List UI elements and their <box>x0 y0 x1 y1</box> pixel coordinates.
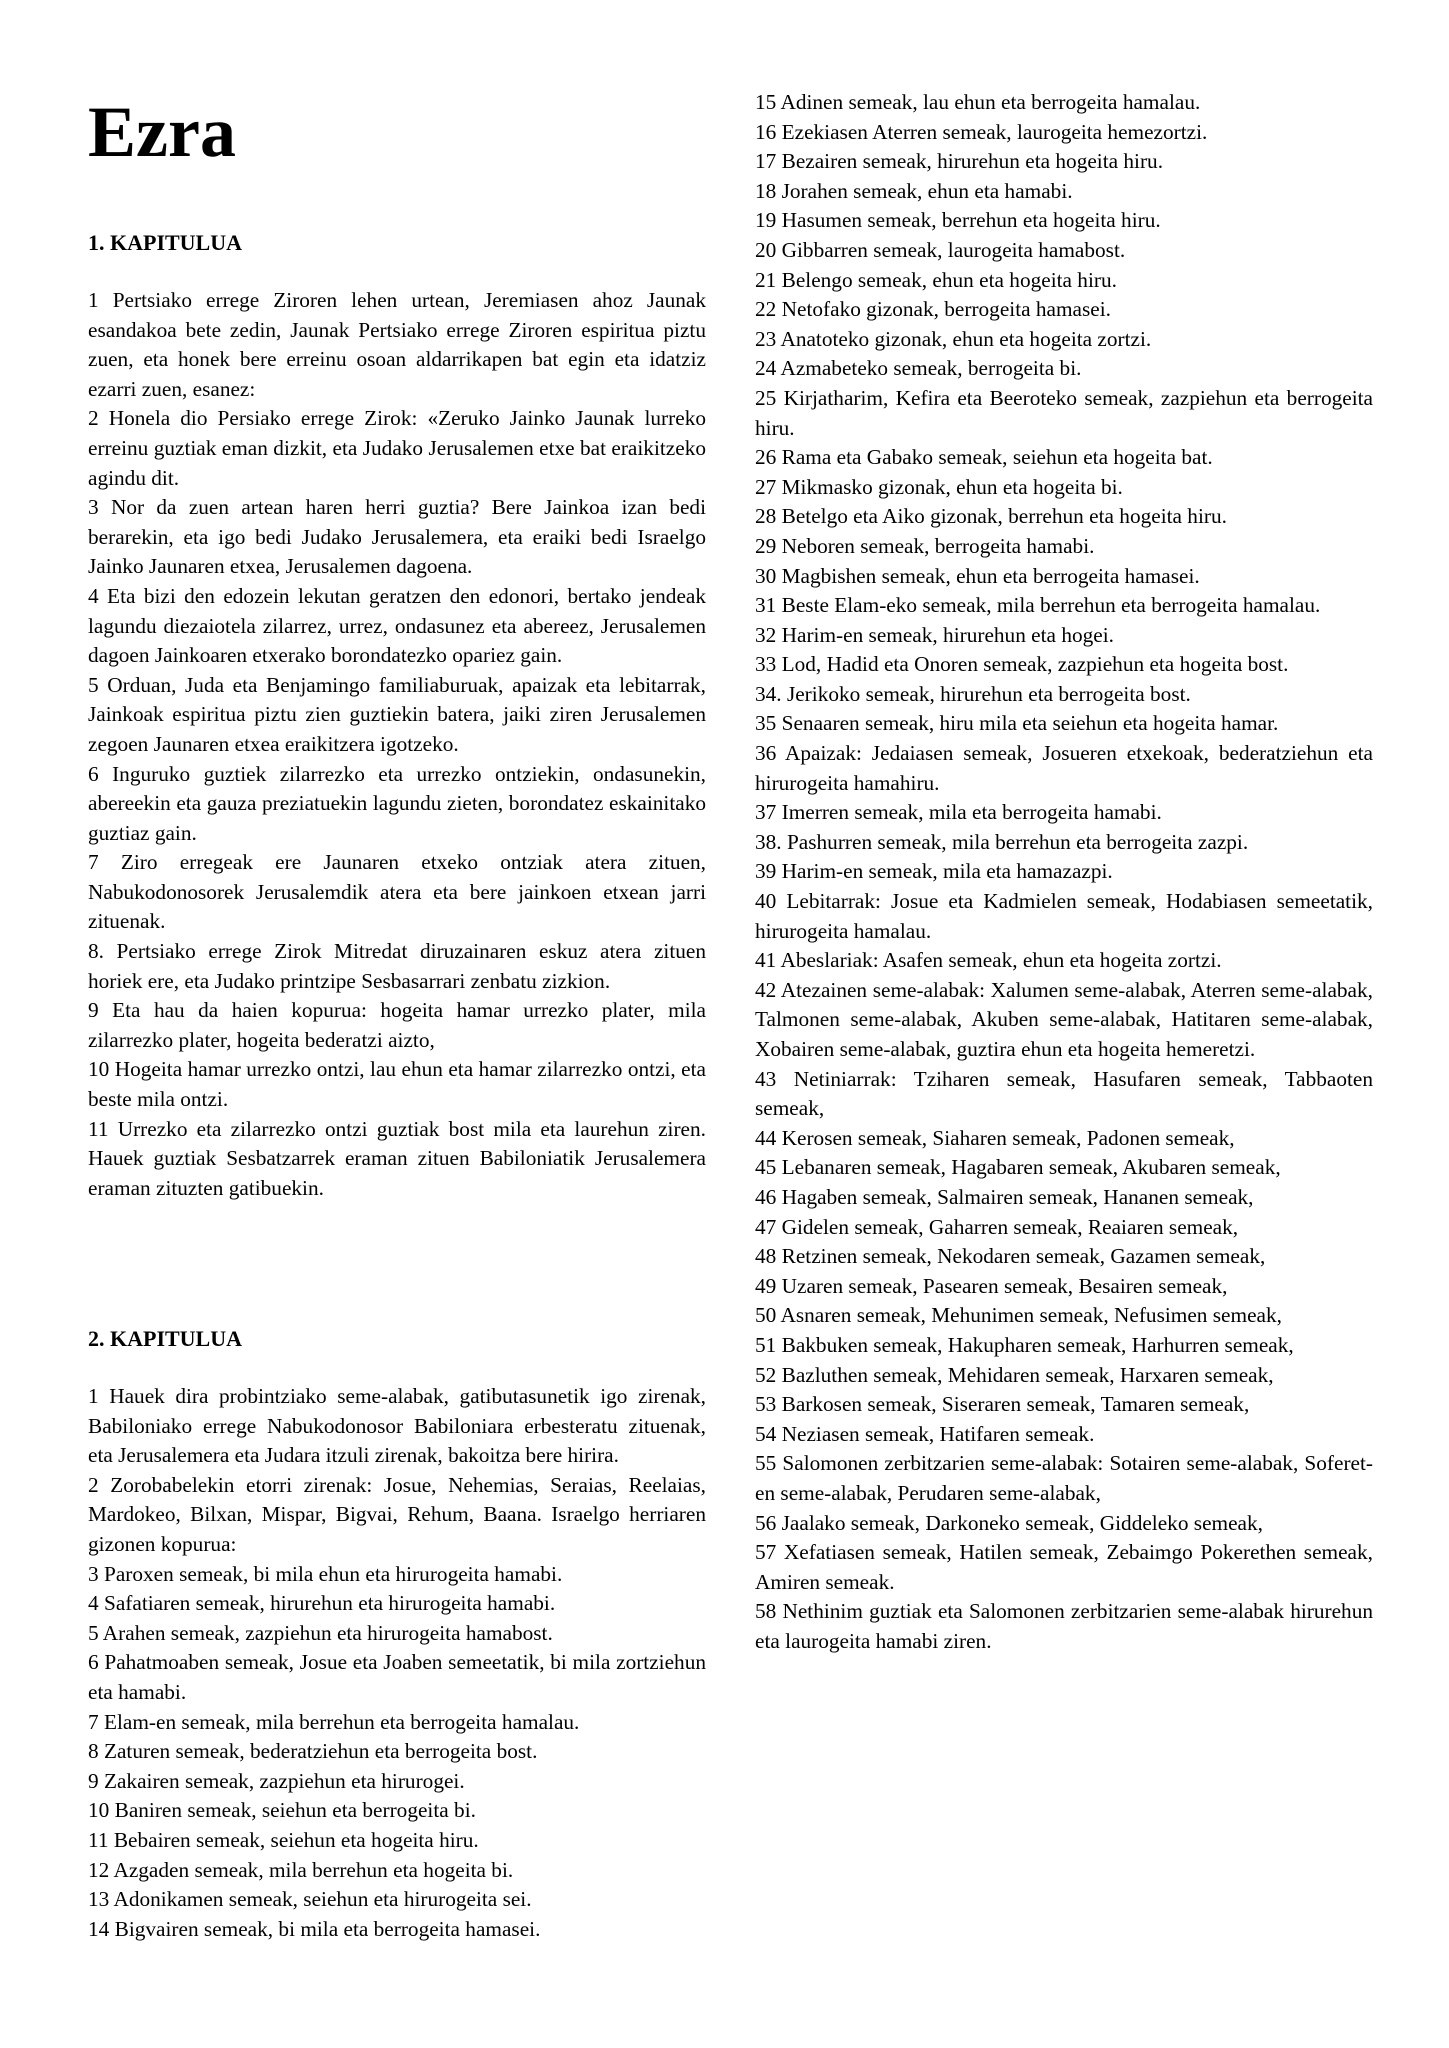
verse: 19 Hasumen semeak, berrehun eta hogeita hiru. <box>755 208 1161 233</box>
verse: 41 Abeslariak: Asafen semeak, ehun eta hogeita zortzi. <box>755 948 1222 973</box>
verse: 20 Gibbarren semeak, laurogeita hamabost. <box>755 237 1126 262</box>
verse: 43 Netiniarrak: Tziharen semeak, Hasufaren semeak, Tabbaoten semeak, <box>755 1066 1373 1121</box>
verse: 3 Nor da zuen artean haren herri guztia? Bere Jainkoa izan bedi berarekin, eta igo bedi Judako Jerusalemera, eta eraiki bedi Israelgo Jainko Jaunaren etxea, Jerusalemen dagoena. <box>88 495 706 579</box>
verse: 30 Magbishen semeak, ehun eta berrogeita hamasei. <box>755 563 1200 588</box>
chapter-2-verses-right <box>755 88 1373 1656</box>
verse: 2 Honela dio Persiako errege Zirok: «Zeruko Jainko Jaunak lurreko erreinu guztiak eman dizkit, eta Judako Jerusalemen etxe bat eraikitzeko agindu dit. <box>88 406 706 490</box>
book-title: Ezra <box>88 92 236 172</box>
verse: 50 Asnaren semeak, Mehunimen semeak, Nefusimen semeak, <box>755 1303 1282 1328</box>
verse: 31 Beste Elam-eko semeak, mila berrehun eta berrogeita hamalau. <box>755 593 1321 618</box>
verse: 11 Urrezko eta zilarrezko ontzi guztiak bost mila eta laurehun ziren. Hauek guztiak Sesbatzarrek eraman zituen Babiloniatik Jerusalemera eraman zituzten gatibuekin. <box>88 1116 706 1200</box>
verse: 49 Uzaren semeak, Pasearen semeak, Besairen semeak, <box>755 1273 1228 1298</box>
verse: 5 Arahen semeak, zazpiehun eta hirurogeita hamabost. <box>88 1620 553 1645</box>
verse: 45 Lebanaren semeak, Hagabaren semeak, Akubaren semeak, <box>755 1155 1281 1180</box>
verse: 6 Pahatmoaben semeak, Josue eta Joaben semeetatik, bi mila zortziehun eta hamabi. <box>88 1650 706 1704</box>
verse: 10 Baniren semeak, seiehun eta berrogeita bi. <box>88 1798 476 1823</box>
verse: 21 Belengo semeak, ehun eta hogeita hiru. <box>755 267 1117 292</box>
verse: 40 Lebitarrak: Josue eta Kadmielen semeak, Hodabiasen semeetatik, hirurogeita hamalau. <box>755 889 1373 943</box>
verse: 35 Senaaren semeak, hiru mila eta seiehun eta hogeita hamar. <box>755 711 1279 736</box>
verse: 11 Bebairen semeak, seiehun eta hogeita hiru. <box>88 1827 479 1852</box>
chapter-1-heading: 1. KAPITULUA <box>88 230 243 255</box>
verse: 1 Hauek dira probintziako seme-alabak, gatibutasunetik igo zirenak, Babiloniako errege Nabukodonosor Babiloniara erbesteratu zituenak, eta Jerusalemera eta Judara itzuli zirenak, bakoitza bere hirira. <box>88 1384 706 1468</box>
verse: 34. Jerikoko semeak, hirurehun eta berrogeita bost. <box>755 681 1191 706</box>
verse: 8 Zaturen semeak, bederatziehun eta berrogeita bost. <box>88 1739 538 1764</box>
verse: 18 Jorahen semeak, ehun eta hamabi. <box>755 178 1073 203</box>
verse: 58 Nethinim guztiak eta Salomonen zerbitzarien seme-alabak hirurehun eta laurogeita hamabi ziren. <box>755 1599 1373 1653</box>
verse: 4 Eta bizi den edozein lekutan geratzen den edonori, bertako jendeak lagundu diezaiotela zilarrez, urrez, ondasunez eta abereez, Jerusalemen dagoen Jainkoaren etxerako borondatezko opariez gain. <box>88 583 706 668</box>
verse: 13 Adonikamen semeak, seiehun eta hirurogeita sei. <box>88 1887 532 1912</box>
verse: 23 Anatoteko gizonak, ehun eta hogeita zortzi. <box>755 326 1152 351</box>
verse: 56 Jaalako semeak, Darkoneko semeak, Giddeleko semeak, <box>755 1510 1263 1535</box>
verse: 15 Adinen semeak, lau ehun eta berrogeita hamalau. <box>755 90 1201 114</box>
verse: 38. Pashurren semeak, mila berrehun eta berrogeita zazpi. <box>755 829 1249 854</box>
verse: 55 Salomonen zerbitzarien seme-alabak: Sotairen seme-alabak, Soferet-en seme-alabak, Perudaren seme-alabak, <box>755 1451 1373 1505</box>
chapter-2-verses-left <box>88 1382 706 1944</box>
verse: 44 Kerosen semeak, Siaharen semeak, Padonen semeak, <box>755 1125 1235 1150</box>
verse: 6 Inguruko guztiek zilarrezko eta urrezko ontziekin, ondasunekin, abereekin eta gauza preziatuekin lagundu zieten, borondatez eskainitako guztiaz gain. <box>88 761 706 845</box>
chapter-1-verses <box>88 286 706 1203</box>
verse: 47 Gidelen semeak, Gaharren semeak, Reaiaren semeak, <box>755 1214 1239 1239</box>
verse: 16 Ezekiasen Aterren semeak, laurogeita hemezortzi. <box>755 119 1208 144</box>
verse: 33 Lod, Hadid eta Onoren semeak, zazpiehun eta hogeita bost. <box>755 652 1289 677</box>
verse: 37 Imerren semeak, mila eta berrogeita hamabi. <box>755 800 1162 825</box>
verse: 53 Barkosen semeak, Siseraren semeak, Tamaren semeak, <box>755 1392 1250 1417</box>
verse: 32 Harim-en semeak, hirurehun eta hogei. <box>755 622 1114 647</box>
verse: 2 Zorobabelekin etorri zirenak: Josue, Nehemias, Seraias, Reelaias, Mardokeo, Bilxan, Mispar, Bigvai, Rehum, Baana. Israelgo herriaren gizonen kopurua: <box>88 1472 706 1556</box>
verse: 22 Netofako gizonak, berrogeita hamasei. <box>755 297 1111 322</box>
verse: 1 Pertsiako errege Ziroren lehen urtean, Jeremiasen ahoz Jaunak esandakoa bete zedin, Jaunak Pertsiako errege Ziroren espiritua piztu zuen, eta honek bere erreinu osoan aldarrikapen bat egin eta idatziz ezarri zuen, esanez: <box>88 288 706 401</box>
verse: 4 Safatiaren semeak, hirurehun eta hirurogeita hamabi. <box>88 1591 556 1616</box>
verse: 25 Kirjatharim, Kefira eta Beeroteko semeak, zazpiehun eta berrogeita hiru. <box>755 385 1373 440</box>
verse: 27 Mikmasko gizonak, ehun eta hogeita bi. <box>755 474 1123 499</box>
verse: 39 Harim-en semeak, mila eta hamazazpi. <box>755 859 1113 884</box>
verse: 52 Bazluthen semeak, Mehidaren semeak, Harxaren semeak, <box>755 1362 1274 1387</box>
verse: 42 Atezainen seme-alabak: Xalumen seme-alabak, Aterren seme-alabak, Talmonen seme-alabak, Akuben seme-alabak, Hatitaren seme-alabak, Xobairen seme-alabak, guztira ehun eta hogeita hemeretzi. <box>755 977 1373 1061</box>
verse: 24 Azmabeteko semeak, berrogeita bi. <box>755 356 1082 381</box>
verse: 57 Xefatiasen semeak, Hatilen semeak, Zebaimgo Pokerethen semeak, Amiren semeak. <box>755 1540 1373 1594</box>
verse: 46 Hagaben semeak, Salmairen semeak, Hananen semeak, <box>755 1184 1254 1209</box>
verse: 5 Orduan, Juda eta Benjamingo familiaburuak, apaizak eta lebitarrak, Jainkoak espiritua piztu zien guztiekin batera, jaiki ziren Jerusalemen zegoen Jaunaren etxea eraikitzera igotzeko. <box>88 672 706 756</box>
verse: 14 Bigvairen semeak, bi mila eta berrogeita hamasei. <box>88 1916 541 1941</box>
verse: 28 Betelgo eta Aiko gizonak, berrehun eta hogeita hiru. <box>755 504 1227 529</box>
verse: 7 Ziro erregeak ere Jaunaren etxeko ontziak atera zituen, Nabukodonosorek Jerusalemdik atera eta bere jainkoen etxean jarri zituenak. <box>88 850 706 934</box>
verse: 29 Neboren semeak, berrogeita hamabi. <box>755 533 1095 558</box>
chapter-2-heading: 2. KAPITULUA <box>88 1326 243 1351</box>
verse: 3 Paroxen semeak, bi mila ehun eta hirurogeita hamabi. <box>88 1561 563 1586</box>
verse: 9 Zakairen semeak, zazpiehun eta hirurogei. <box>88 1768 465 1793</box>
verse: 26 Rama eta Gabako semeak, seiehun eta hogeita bat. <box>755 445 1213 470</box>
verse: 10 Hogeita hamar urrezko ontzi, lau ehun eta hamar zilarrezko ontzi, eta beste mila ontzi. <box>88 1057 706 1112</box>
verse: 12 Azgaden semeak, mila berrehun eta hogeita bi. <box>88 1857 514 1882</box>
verse: 54 Neziasen semeak, Hatifaren semeak. <box>755 1421 1095 1446</box>
verse: 17 Bezairen semeak, hirurehun eta hogeita hiru. <box>755 149 1164 174</box>
verse: 9 Eta hau da haien kopurua: hogeita hamar urrezko plater, mila zilarrezko plater, hogeita bederatzi aizto, <box>88 998 706 1052</box>
verse: 48 Retzinen semeak, Nekodaren semeak, Gazamen semeak, <box>755 1244 1266 1269</box>
verse: 36 Apaizak: Jedaiasen semeak, Josueren etxekoak, bederatziehun eta hirurogeita hamahiru. <box>755 741 1373 795</box>
verse: 8. Pertsiako errege Zirok Mitredat diruzainaren eskuz atera zituen horiek ere, eta Judako printzipe Sesbasarrari zenbatu zizkion. <box>88 939 706 993</box>
verse: 7 Elam-en semeak, mila berrehun eta berrogeita hamalau. <box>88 1709 580 1734</box>
verse: 51 Bakbuken semeak, Hakupharen semeak, Harhurren semeak, <box>755 1332 1294 1357</box>
